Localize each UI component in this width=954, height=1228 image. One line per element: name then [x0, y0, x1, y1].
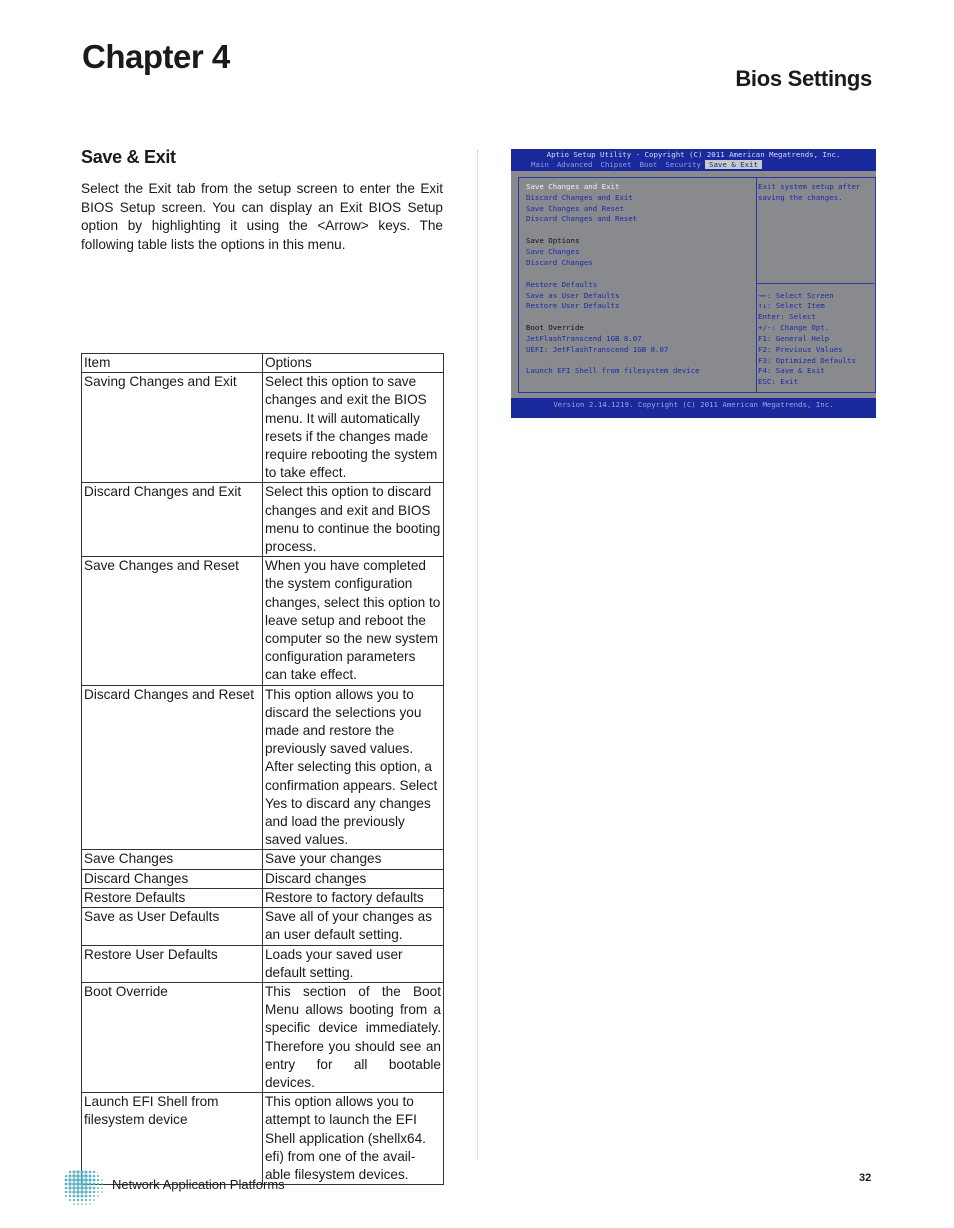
- bios-key-hint: F4: Save & Exit: [758, 366, 825, 375]
- row-option: Select this option to discard changes and exit and BIOS menu to continue the booting process.: [263, 483, 444, 557]
- bios-key-hint: ESC: Exit: [758, 377, 799, 386]
- row-option: Save all of your changes as an user default setting.: [263, 908, 444, 945]
- table-row: [82, 945, 444, 982]
- bios-item: Save Changes and Reset: [526, 204, 624, 213]
- bios-item: Launch EFI Shell from filesystem device: [526, 366, 700, 375]
- chapter-title: Chapter 4: [82, 38, 230, 75]
- header-options: Options: [263, 354, 444, 373]
- bios-help-text: Exit system setup after: [758, 182, 861, 191]
- row-option: Discard changes: [263, 869, 444, 888]
- bios-tabs: [527, 160, 762, 169]
- bios-title: Aptio Setup Utility - Copyright (C) 2011 American Megatrends, Inc.: [546, 150, 841, 159]
- intro-paragraph: Select the Exit tab from the setup screen to enter the Exit BIOS Setup screen. You can display an Exit BIOS Setup option by highlighting it using the <Arrow> keys. The following table lists the options in this menu.: [81, 181, 443, 252]
- table-header-row: [82, 354, 444, 373]
- bios-key-hint: F2: Previous Values: [758, 345, 843, 354]
- table-row: [82, 908, 444, 945]
- row-option: Loads your saved user default setting.: [263, 945, 444, 982]
- bios-key-hint: +/-: Change Opt.: [758, 323, 830, 332]
- table-row: [82, 373, 444, 483]
- bios-key-hint: →←: Select Screen: [758, 291, 834, 300]
- table-row: [82, 888, 444, 907]
- bios-key-hint: F3: Optimized Defaults: [758, 356, 856, 365]
- row-item: Restore Defaults: [82, 888, 263, 907]
- bios-title-bar: [511, 149, 876, 171]
- row-item: Discard Changes and Reset: [82, 685, 263, 850]
- column-divider: [477, 150, 478, 1160]
- bios-item: Save Options: [526, 236, 580, 245]
- bios-item: Save as User Defaults: [526, 291, 620, 300]
- row-option: When you have completed the system configuration changes, select this option to leave setup and reboot the computer so the new system configuration parameters can take effect.: [263, 557, 444, 685]
- row-item: Save as User Defaults: [82, 908, 263, 945]
- bios-tab-save-exit: Save & Exit: [705, 160, 762, 169]
- bios-item: Save Changes and Exit: [526, 182, 620, 191]
- row-option: This option allows you to discard the selections you made and restore the previously saved values. After selecting this option, a confirmation appears. Select Yes to discard any changes and load the previously saved values.: [263, 685, 444, 850]
- table-row: [82, 869, 444, 888]
- table-row: [82, 685, 444, 850]
- section-title: Bios Settings: [735, 66, 872, 91]
- row-item: Boot Override: [82, 982, 263, 1092]
- bios-screenshot: [511, 149, 876, 418]
- bios-key-hint: F1: General Help: [758, 334, 830, 343]
- row-option: Select this option to save changes and exit the BIOS menu. It will automatically resets if the changes made require rebooting the system to take effect.: [263, 373, 444, 483]
- table-row: [82, 483, 444, 557]
- table-row: [82, 557, 444, 685]
- bios-item: Discard Changes and Exit: [526, 193, 633, 202]
- bios-item: JetFlashTranscend 1GB 8.07: [526, 334, 642, 343]
- row-item: Launch EFI Shell from filesystem device: [82, 1093, 263, 1185]
- row-item: Restore User Defaults: [82, 945, 263, 982]
- bios-item: Restore Defaults: [526, 280, 598, 289]
- section-heading: Save & Exit: [81, 147, 176, 167]
- row-item: Discard Changes: [82, 869, 263, 888]
- bios-item: Discard Changes and Reset: [526, 214, 638, 223]
- row-item: Discard Changes and Exit: [82, 483, 263, 557]
- row-option: Restore to factory defaults: [263, 888, 444, 907]
- bios-help-text: saving the changes.: [758, 193, 843, 202]
- table-row: [82, 850, 444, 869]
- bios-tab-boot: Boot: [639, 160, 658, 169]
- bios-tab-advanced: Advanced: [556, 160, 593, 169]
- bios-item: UEFI: JetFlashTranscend 1GB 8.07: [526, 345, 669, 354]
- bios-item: Restore User Defaults: [526, 301, 620, 310]
- bios-help-divider: [756, 283, 874, 284]
- bios-item: Save Changes: [526, 247, 580, 256]
- bios-tab-chipset: Chipset: [600, 160, 632, 169]
- bios-tab-security: Security: [665, 160, 701, 169]
- bios-key-hint: ↑↓: Select Item: [758, 301, 825, 310]
- table-row: [82, 982, 444, 1092]
- bios-tab-main: Main: [531, 160, 549, 169]
- row-item: Save Changes and Reset: [82, 557, 263, 685]
- page-number: 32: [859, 1172, 872, 1184]
- row-option: This section of the Boot Menu allows booting from a specific device immediately. Therefore you should see an entry for all bootable devices.: [263, 982, 444, 1092]
- table-row: [82, 1093, 444, 1185]
- company-logo-icon: [60, 1162, 106, 1210]
- row-option: This option allows you to attempt to launch the EFI Shell application (shellx64. efi) from one of the avail-able filesystem devices.: [263, 1093, 444, 1185]
- header-item: Item: [82, 354, 263, 373]
- bios-version-bar: Version 2.14.1219. Copyright (C) 2011 American Megatrends, Inc.: [511, 398, 876, 418]
- bios-key-hint: Enter: Select: [758, 312, 816, 321]
- row-item: Saving Changes and Exit: [82, 373, 263, 483]
- footer-text: Network Application Platforms: [112, 1177, 285, 1192]
- row-item: Save Changes: [82, 850, 263, 869]
- bios-item: Discard Changes: [526, 258, 593, 267]
- bios-item: Boot Override: [526, 323, 584, 332]
- options-table: [81, 353, 444, 1185]
- row-option: Save your changes: [263, 850, 444, 869]
